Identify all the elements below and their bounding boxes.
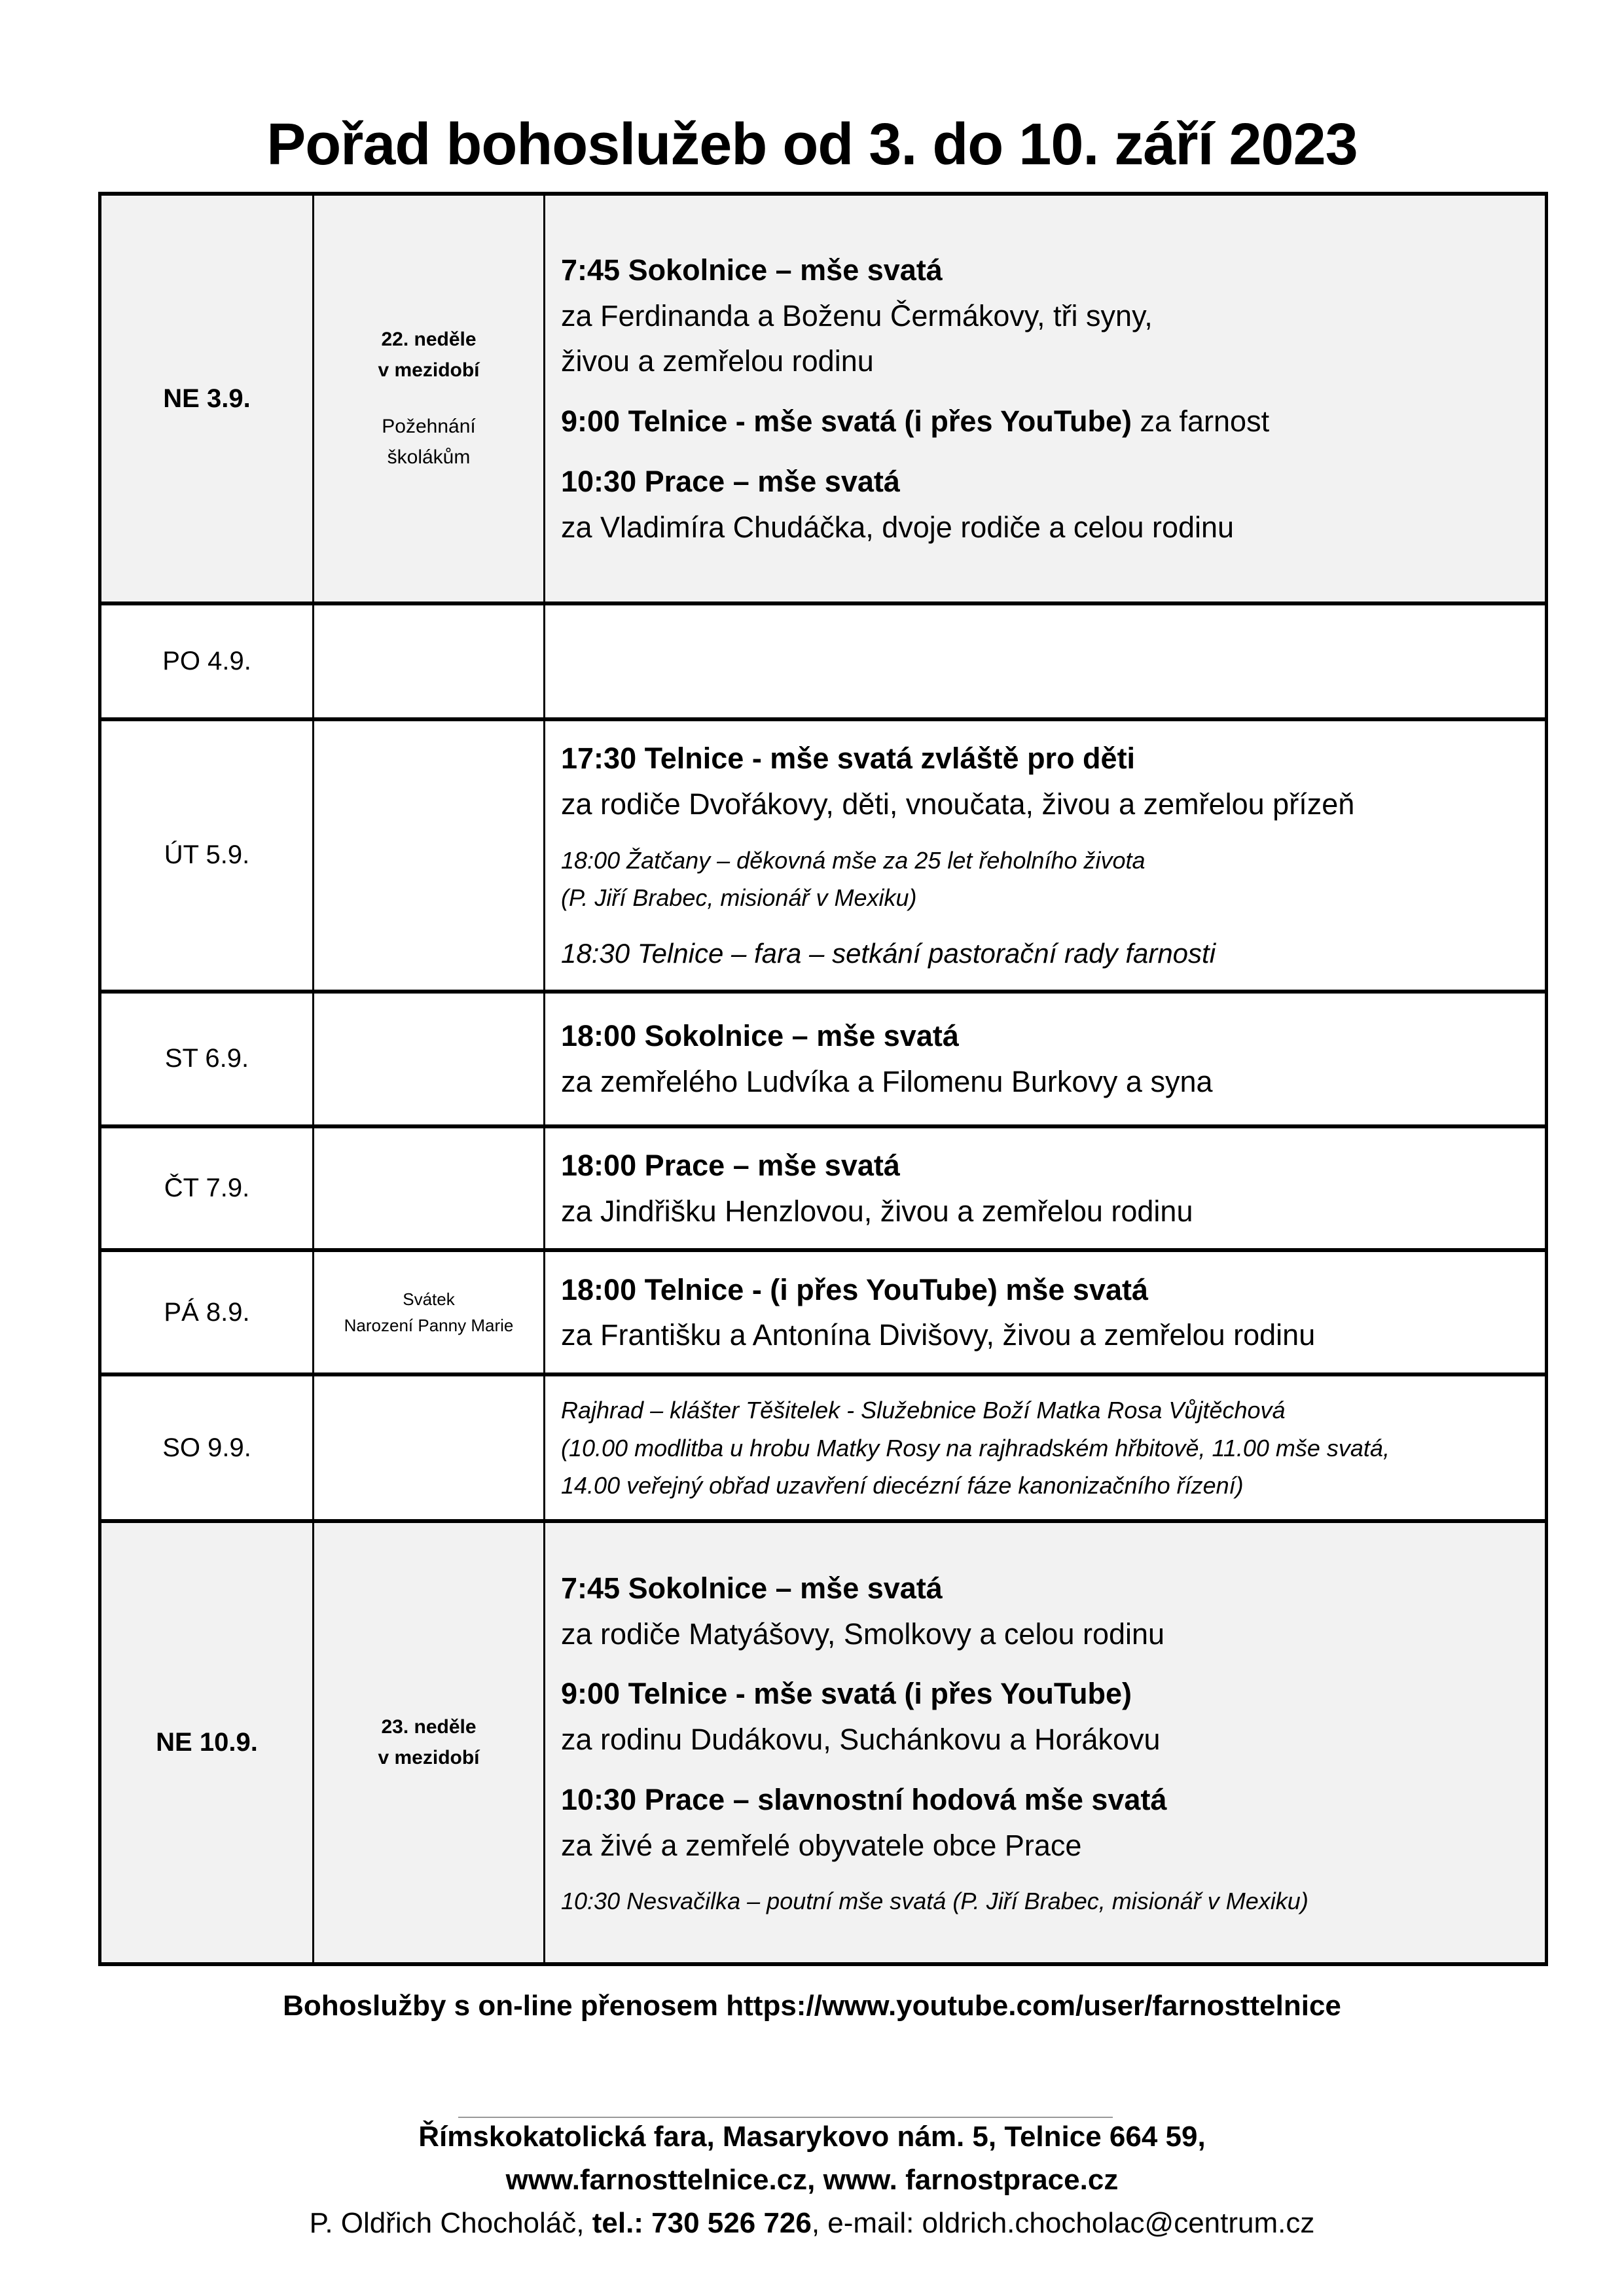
services-cell xyxy=(545,719,1547,992)
date-cell xyxy=(100,1250,314,1374)
event-note: 18:30 Telnice – fara – setkání pastorační rady farnosti xyxy=(561,937,1216,969)
feast-name: Svátek xyxy=(403,1289,455,1310)
feast-note: školákům xyxy=(387,446,471,468)
services-cell xyxy=(545,1250,1547,1374)
service-heading xyxy=(561,1566,1529,1611)
event-note: (P. Jiří Brabec, misionář v Mexiku) xyxy=(561,884,917,912)
service-time-place: 10:30 Prace – slavnostní hodová mše svatá xyxy=(561,1782,1167,1816)
event-note: 18:00 Žatčany – děkovná mše za 25 let řeholního života xyxy=(561,846,1146,874)
email: , e-mail: oldrich.chocholac@centrum.cz xyxy=(811,2207,1315,2239)
day-date: ČT 7.9. xyxy=(164,1174,250,1203)
schedule-row xyxy=(100,992,1547,1126)
service-intention: za Vladimíra Chudáčka, dvoje rodiče a celou rodinu xyxy=(561,510,1235,544)
day-date: SO 9.9. xyxy=(162,1433,251,1462)
day-date: ÚT 5.9. xyxy=(164,840,250,870)
date-cell xyxy=(100,719,314,992)
feast-note: Požehnání xyxy=(382,416,476,437)
schedule-row xyxy=(100,1374,1547,1521)
service-entry xyxy=(561,736,1529,827)
event-note: (10.00 modlitba u hrobu Matky Rosy na rajhradském hřbitově, 11.00 mše svatá, xyxy=(561,1434,1390,1462)
day-date: NE 10.9. xyxy=(156,1728,258,1757)
service-intention: za Ferdinanda a Boženu Čermákovy, tři syny, xyxy=(561,298,1153,332)
service-time-place: 10:30 Prace – mše svatá xyxy=(561,464,900,498)
service-entry xyxy=(561,1882,1529,1920)
service-entry xyxy=(561,399,1529,444)
service-entry xyxy=(561,931,1529,975)
services-cell xyxy=(545,1521,1547,1964)
event-note: Rajhrad – klášter Těšitelek - Služebnice Boží Matka Rosa Vůjtěchová xyxy=(561,1396,1286,1424)
service-heading xyxy=(561,736,1529,781)
liturgical-day: v mezidobí xyxy=(378,359,480,381)
service-entry xyxy=(561,1013,1529,1105)
service-intention: živou a zemřelou rodinu xyxy=(561,344,874,378)
services-cell xyxy=(545,992,1547,1126)
schedule-row xyxy=(100,719,1547,992)
services-cell xyxy=(545,1374,1547,1521)
service-time-place: 17:30 Telnice - mše svatá zvláště pro děti xyxy=(561,742,1136,775)
footer-websites: www.farnosttelnice.cz, www. farnostprace.cz xyxy=(505,2164,1119,2196)
service-entry xyxy=(561,1671,1529,1763)
schedule-row xyxy=(100,194,1547,603)
service-heading xyxy=(561,247,1529,293)
feast-cell xyxy=(314,1374,545,1521)
service-time-place: 18:00 Sokolnice – mše svatá xyxy=(561,1019,959,1053)
day-date: PO 4.9. xyxy=(162,647,251,675)
service-heading xyxy=(561,1671,1529,1717)
feast-cell xyxy=(314,719,545,992)
service-time-place: 18:00 Telnice - (i přes YouTube) mše svatá xyxy=(561,1272,1148,1306)
feast-cell xyxy=(314,603,545,719)
schedule-table xyxy=(98,192,1548,1966)
service-heading xyxy=(561,399,1529,444)
online-broadcast-note: Bohoslužby s on-line přenosem https://www.youtube.com/user/farnosttelnice xyxy=(283,1990,1341,2022)
service-time-place: 7:45 Sokolnice – mše svatá xyxy=(561,1571,943,1605)
service-entry xyxy=(561,1143,1529,1234)
date-cell xyxy=(100,992,314,1126)
service-intention: za Jindřišku Henzlovou, živou a zemřelou rodinu xyxy=(561,1194,1193,1228)
feast-cell xyxy=(314,1521,545,1964)
service-time-place: 18:00 Prace – mše svatá xyxy=(561,1148,900,1182)
spacer xyxy=(314,386,543,412)
feast-cell xyxy=(314,194,545,603)
day-date: ST 6.9. xyxy=(164,1044,249,1073)
service-time-place: 9:00 Telnice - mše svatá (i přes YouTube) xyxy=(561,1677,1132,1711)
service-entry xyxy=(561,1391,1529,1505)
feast-cell xyxy=(314,1250,545,1374)
service-entry xyxy=(561,459,1529,550)
feast-name: Narození Panny Marie xyxy=(344,1316,514,1336)
service-heading xyxy=(561,1267,1529,1313)
service-intention: za rodinu Dudákovu, Suchánkovu a Horákovu xyxy=(561,1723,1161,1757)
service-heading xyxy=(561,1013,1529,1059)
date-cell xyxy=(100,1521,314,1964)
service-intention: za farnost xyxy=(1131,404,1270,438)
service-intention: za zemřelého Ludvíka a Filomenu Burkovy a syna xyxy=(561,1064,1213,1098)
service-heading xyxy=(561,1143,1529,1189)
feast-cell xyxy=(314,1126,545,1251)
liturgical-day: v mezidobí xyxy=(378,1746,480,1768)
schedule-row xyxy=(100,603,1547,719)
event-note: 14.00 veřejný obřad uzavření diecézní fáze kanonizačního řízení) xyxy=(561,1472,1244,1499)
service-intention: za Františku a Antonína Divišovy, živou a zemřelou rodinu xyxy=(561,1318,1316,1352)
service-entry xyxy=(561,1267,1529,1359)
date-cell xyxy=(100,1126,314,1251)
date-cell xyxy=(100,603,314,719)
schedule-row xyxy=(100,1521,1547,1964)
service-heading xyxy=(561,459,1529,505)
date-cell xyxy=(100,1374,314,1521)
footer-address: Římskokatolická fara, Masarykovo nám. 5, Telnice 664 59, xyxy=(418,2121,1206,2153)
service-entry xyxy=(561,842,1529,917)
phone: tel.: 730 526 726 xyxy=(592,2207,812,2239)
service-intention: za živé a zemřelé obyvatele obce Prace xyxy=(561,1828,1082,1862)
service-entry xyxy=(561,1777,1529,1869)
feast-cell xyxy=(314,992,545,1126)
liturgical-day: 22. neděle xyxy=(381,329,477,350)
day-date: NE 3.9. xyxy=(163,384,251,413)
service-entry xyxy=(561,247,1529,384)
service-intention: za rodiče Dvořákovy, děti, vnoučata, živou a zemřelou přízeň xyxy=(561,787,1355,821)
date-cell xyxy=(100,194,314,603)
liturgical-day: 23. neděle xyxy=(381,1716,477,1738)
services-cell xyxy=(545,1126,1547,1251)
service-entry xyxy=(561,1566,1529,1657)
page-title: Pořad bohoslužeb od 3. do 10. září 2023 xyxy=(266,112,1358,177)
schedule-row xyxy=(100,1250,1547,1374)
schedule-row xyxy=(100,1126,1547,1251)
services-cell xyxy=(545,603,1547,719)
footer-contact xyxy=(0,2207,1624,2240)
day-date: PÁ 8.9. xyxy=(164,1297,250,1327)
service-heading xyxy=(561,1777,1529,1823)
services-cell xyxy=(545,194,1547,603)
service-intention: za rodiče Matyášovy, Smolkovy a celou rodinu xyxy=(561,1617,1165,1651)
event-note: 10:30 Nesvačilka – poutní mše svatá (P. Jiří Brabec, misionář v Mexiku) xyxy=(561,1888,1308,1915)
service-time-place: 9:00 Telnice - mše svatá (i přes YouTube) xyxy=(561,404,1132,438)
priest-name: P. Oldřich Chocholáč, xyxy=(309,2207,592,2239)
footer-divider xyxy=(458,2117,1113,2118)
service-time-place: 7:45 Sokolnice – mše svatá xyxy=(561,253,943,287)
